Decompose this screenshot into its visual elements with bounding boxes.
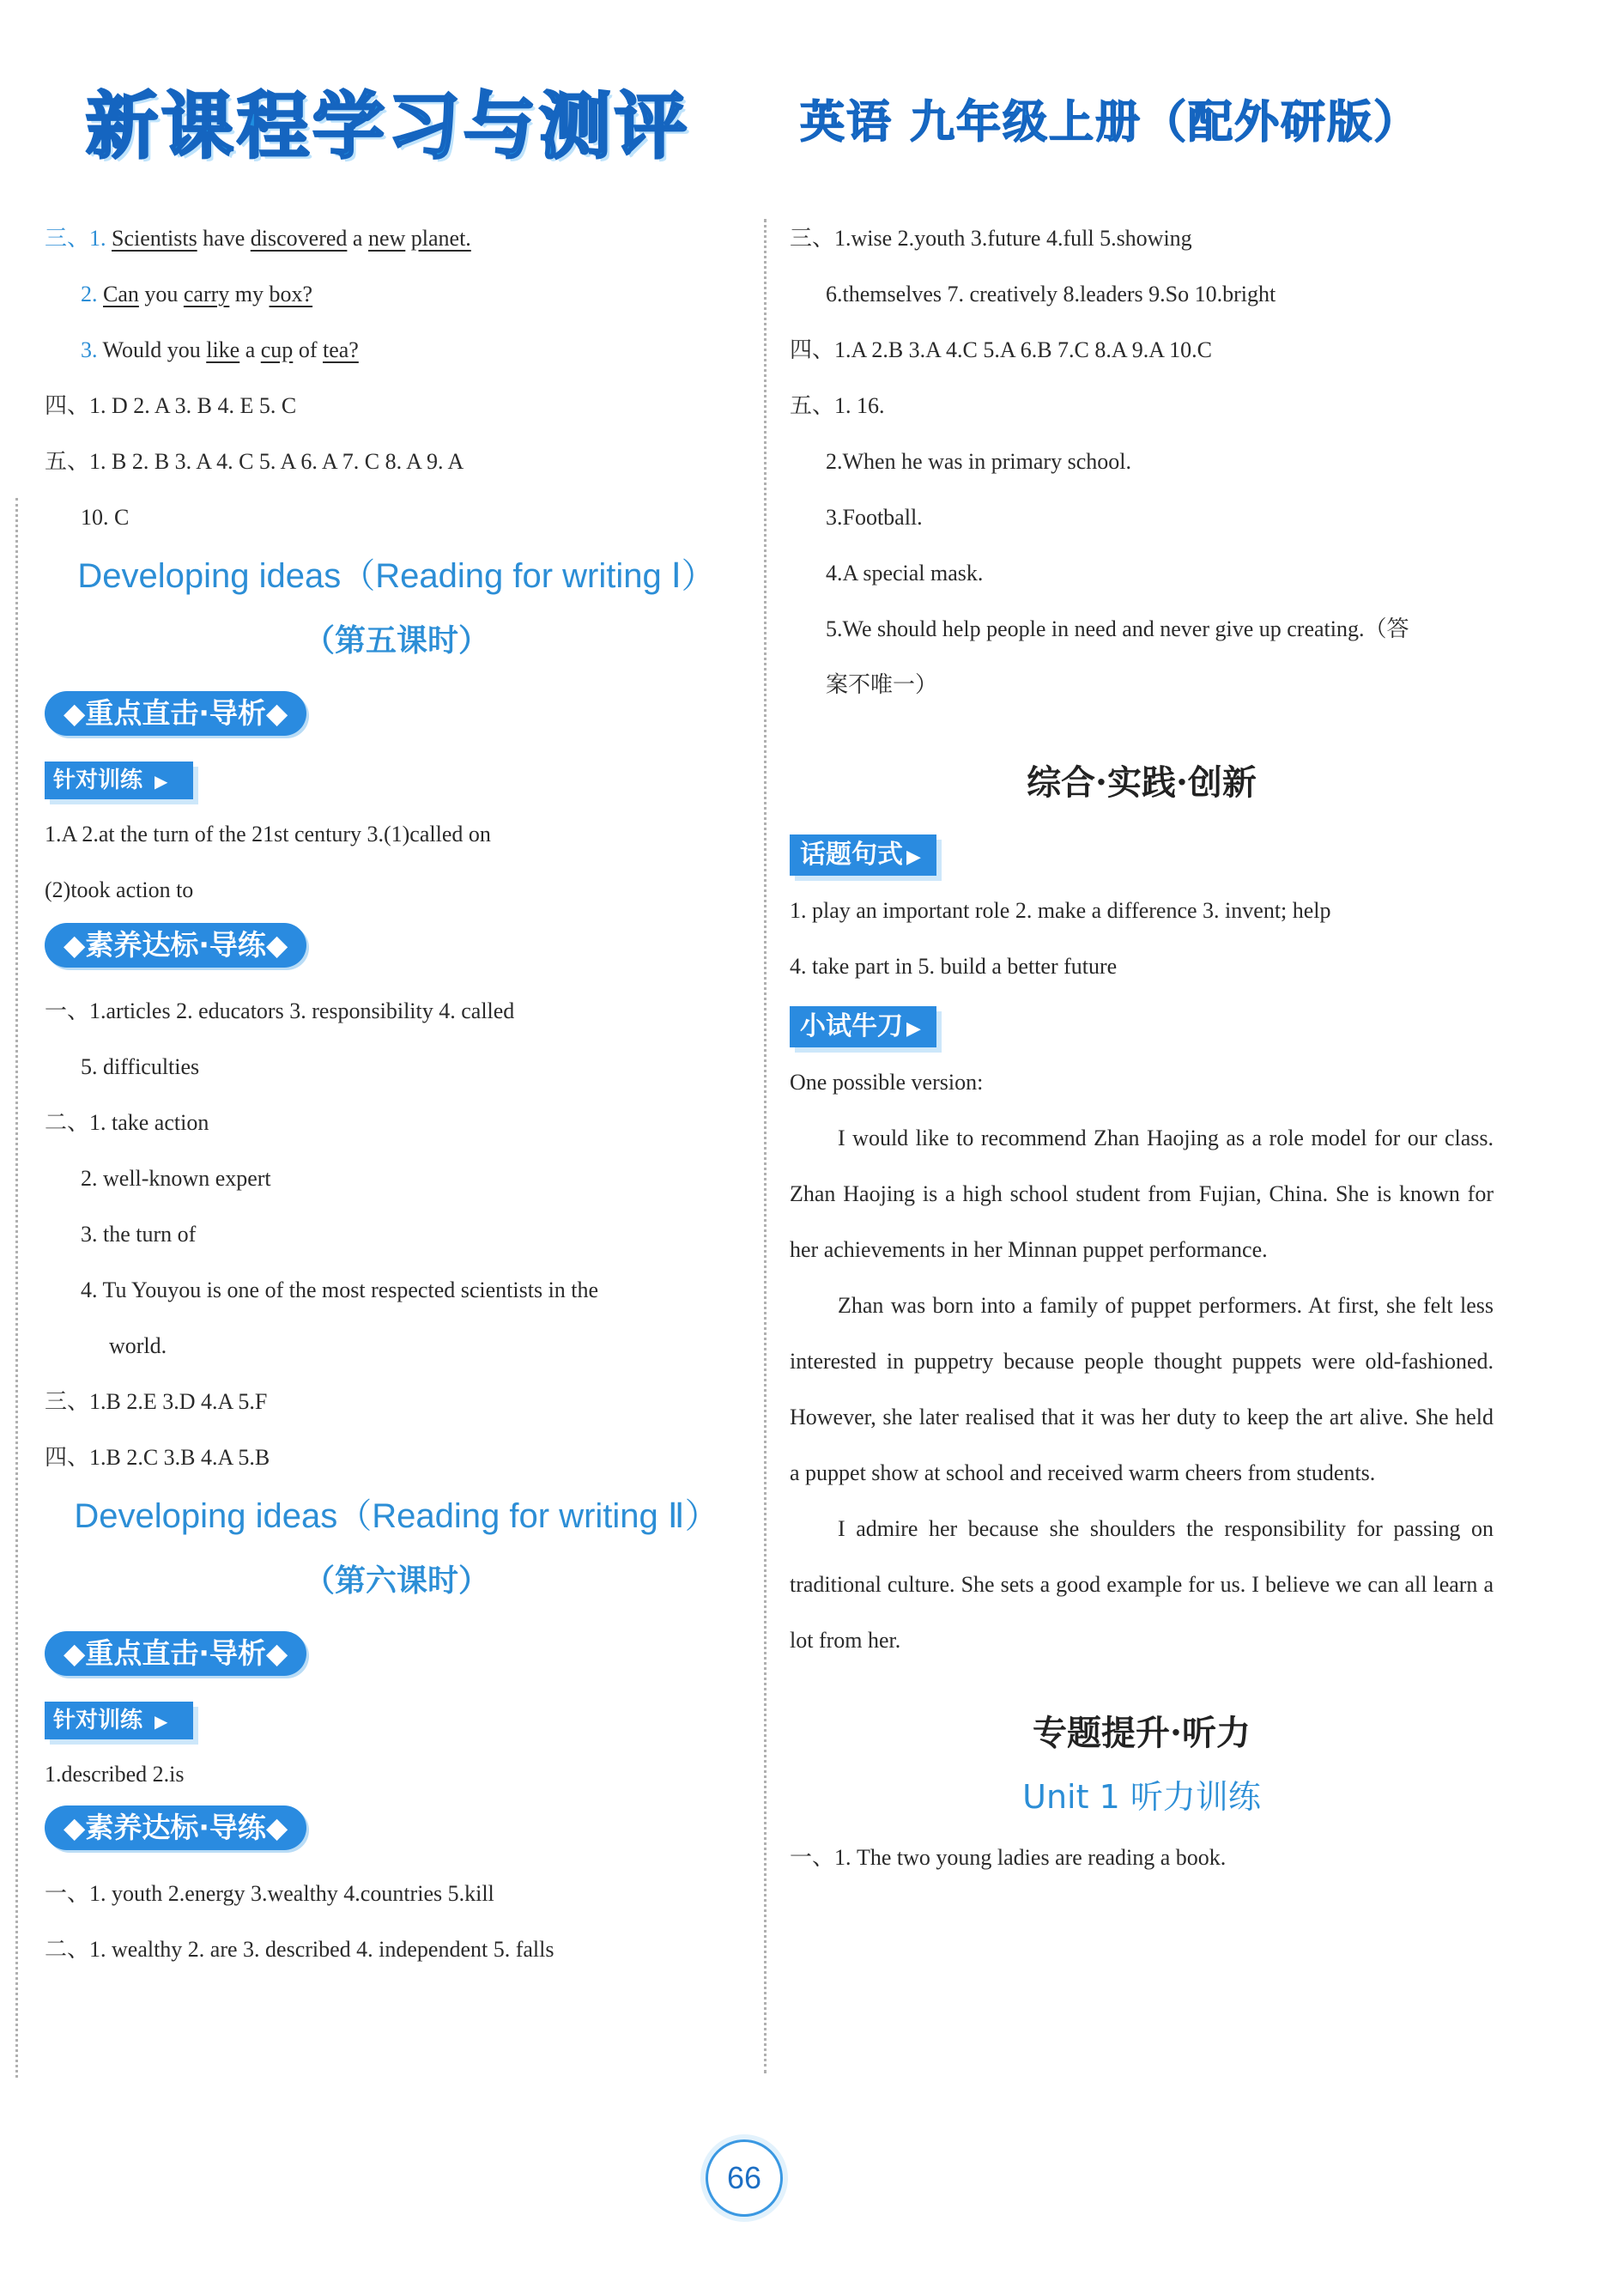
answer-line: 3.Football. (826, 505, 923, 530)
answer-line: 3. Would you like a cup of tea? (81, 337, 359, 362)
answer-line: world. (109, 1333, 167, 1358)
answer-line: 10. C (81, 505, 130, 530)
answer-line: 三、1.B 2.E 3.D 4.A 5.F (45, 1389, 268, 1414)
answer-line: 五、1. B 2. B 3. A 4. C 5. A 6. A 7. C 8. A 9. A (45, 449, 464, 474)
answer-line: 2. Can you carry my box? (81, 282, 313, 306)
unit-title: Unit 1 听力训练 (1022, 1778, 1261, 1816)
section-title: Developing ideas（Reading for writing Ⅱ） (74, 1497, 719, 1535)
section-title: Developing ideas（Reading for writing Ⅰ） (77, 557, 716, 595)
essay-paragraph: Zhan was born into a family of puppet performers. At first, she felt less interested in puppetry because people thought puppets were old-fashioned. However, she later realised that it was her duty to keep the art alive. She held a puppet show at school and received warm cheers from students. (790, 1293, 1494, 1485)
answer-line: 四、1. D 2. A 3. B 4. E 5. C (45, 393, 297, 418)
page-header (0, 0, 1624, 172)
answer-line: 4.A special mask. (826, 561, 984, 586)
answer-line: 四、1.B 2.C 3.B 4.A 5.B (45, 1445, 270, 1470)
section-heading: 专题提升·听力 (1033, 1713, 1251, 1753)
answer-line: 四、1.A 2.B 3.A 4.C 5.A 6.B 7.C 8.A 9.A 10.C (790, 337, 1212, 362)
answer-line: 4. take part in 5. build a better future (790, 954, 1118, 979)
answer-line: 1.described 2.is (45, 1762, 185, 1787)
section-subtitle: （第五课时） (303, 623, 489, 658)
answer-line: 1. play an important role 2. make a difference 3. invent; help (790, 898, 1331, 923)
answer-line: 一、1.articles 2. educators 3. responsibility 4. called (45, 998, 515, 1023)
play-arrow-icon: ▶ (155, 1711, 168, 1732)
answer-line: 二、1. take action (45, 1110, 209, 1135)
topic-tag: 话题句式 ▶ (790, 834, 936, 876)
answer-line: 6.themselves 7. creatively 8.leaders 9.So 10.bright (826, 282, 1276, 306)
practice-tag: 针对训练 ▶ (45, 762, 193, 799)
left-margin-line (15, 498, 18, 2078)
answer-line: 5.We should help people in need and never give up creating.（答 (826, 616, 1409, 641)
answer-line: 一、1. The two young ladies are reading a book. (790, 1845, 1227, 1870)
section-pill: ◆重点直击·导析◆ (45, 1631, 306, 1676)
answer-line: 案不唯一） (826, 672, 938, 697)
section-pill: ◆重点直击·导析◆ (45, 691, 306, 736)
book-title: 新课程学习与测评 (86, 84, 691, 168)
answer-line: 三、1.wise 2.youth 3.future 4.full 5.showing (790, 226, 1192, 251)
answer-line: (2)took action to (45, 877, 194, 902)
answer-line: 1.A 2.at the turn of the 21st century 3.(1)called on (45, 822, 491, 847)
practice-tag: 针对训练 ▶ (45, 1702, 193, 1739)
section-pill: ◆素养达标·导练◆ (45, 1805, 306, 1850)
left-column (45, 210, 748, 1977)
section-subtitle: （第六课时） (303, 1563, 489, 1599)
answer-line: 2.When he was in primary school. (826, 449, 1131, 474)
answer-line: 一、1. youth 2.energy 3.wealthy 4.countries 5.kill (45, 1881, 494, 1906)
right-column (790, 210, 1494, 1885)
page-number: 66 (706, 2139, 783, 2217)
play-arrow-icon: ▶ (155, 771, 168, 792)
play-arrow-icon: ▶ (906, 847, 921, 868)
essay-paragraph: I would like to recommend Zhan Haojing as a role model for our class. Zhan Haojing is a high school student from Fujian, China. She is known for her achievements in her Minnan puppet performance. (790, 1126, 1494, 1262)
version-label: One possible version: (790, 1070, 984, 1095)
book-subtitle: 英语 九年级上册（配外研版） (800, 97, 1421, 149)
section-pill: ◆素养达标·导练◆ (45, 923, 306, 968)
answer-line: 3. the turn of (81, 1222, 197, 1247)
answer-line: 5. difficulties (81, 1054, 200, 1079)
try-tag: 小试牛刀 ▶ (790, 1006, 936, 1047)
play-arrow-icon: ▶ (906, 1018, 921, 1040)
answer-line: 五、1. 16. (790, 393, 885, 418)
answer-line: 二、1. wealthy 2. are 3. described 4. independent 5. falls (45, 1937, 554, 1962)
essay-paragraph: I admire her because she shoulders the responsibility for passing on traditional culture. She sets a good example for us. I believe we can all learn a lot from her. (790, 1516, 1494, 1653)
answer-line: 三、1. Scientists have discovered a new planet. (45, 226, 471, 251)
answer-line: 4. Tu Youyou is one of the most respected scientists in the (81, 1277, 599, 1302)
column-divider (764, 219, 767, 2073)
section-heading: 综合·实践·创新 (1027, 762, 1257, 803)
answer-line: 2. well-known expert (81, 1166, 271, 1191)
